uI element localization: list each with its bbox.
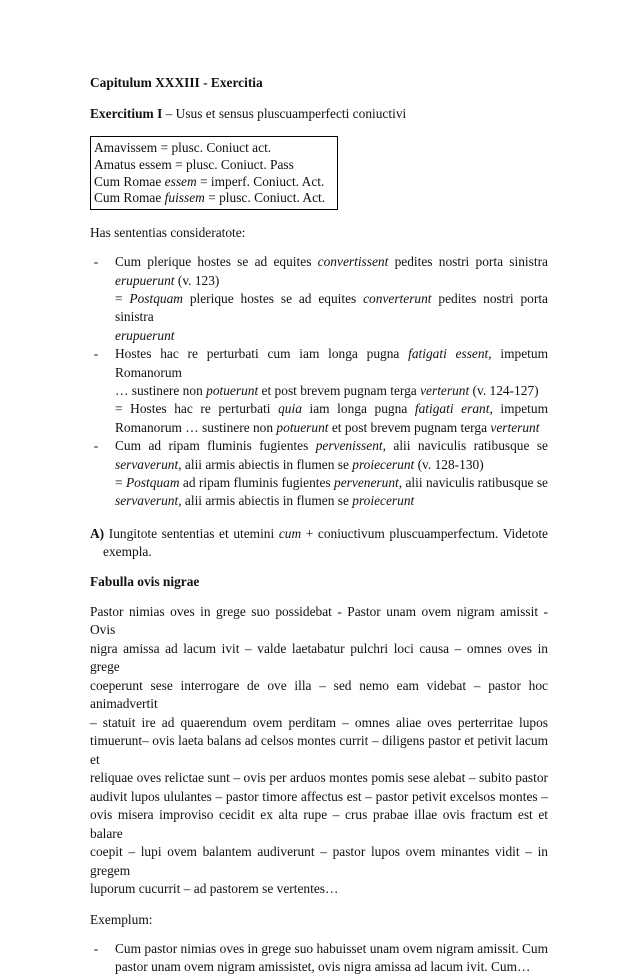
fabula-line: ovis misera improviso cecidit ex alta rupe – crus prabae illae ovis fractum est et balare <box>90 807 548 841</box>
fabula-line: – statuit ire ad quaerendum ovem perditam – omnes aliae oves perterritae lupos <box>90 714 548 730</box>
sentence-line: Cum ad ripam fluminis fugientes pervenissent, alii naviculis ratibusque se <box>115 438 548 454</box>
sentence-list <box>90 253 548 511</box>
task-line: exempla. <box>103 544 152 560</box>
grammar-text: Cum Romae <box>94 173 165 189</box>
sentence-item <box>90 437 548 511</box>
fabula-line: timuerunt– ovis laeta balans ad celsos montes currit – diligens pastor et petivit lacum et <box>90 733 548 767</box>
exercise-label: Exercitium I <box>90 106 163 121</box>
document-title: Capitulum XXXIII - Exercitia <box>90 75 263 90</box>
example-line: pastor unam ovem nigram amissistet, ovis nigra amissa ad lacum ivit. Cum… <box>115 959 531 975</box>
fabula-line: coepit – lupi ovem balantem audiverunt – pastor lupos ovem minantes vidit – in gregem <box>90 844 548 878</box>
grammar-text: Cum Romae <box>94 190 165 206</box>
fabula-line: nigra amissa ad lacum ivit – valde laetabatur pulchri loci causa – omnes oves in grege <box>90 640 548 675</box>
bullet-dash: - <box>93 438 99 454</box>
sentence-line: = Hostes hac re perturbati quia iam longa pugna fatigati erant, impetum <box>115 401 548 417</box>
sentence-line: Cum plerique hostes se ad equites convertissent pedites nostri porta sinistra <box>115 254 548 270</box>
example-line: Cum pastor nimias oves in grege suo habuisset unam ovem nigram amissit. Cum <box>115 940 548 956</box>
grammar-line <box>94 190 334 207</box>
grammar-italic: fuissem <box>164 190 205 206</box>
fabula-line: luporum cucurrit – ad pastorem se vertentes… <box>90 881 339 897</box>
grammar-text: = plusc. Coniuct. Act. <box>204 190 326 206</box>
task-line: A) Iungitote sententias et utemini cum + coniuctivum pluscuamperfectum. Videtote <box>90 525 549 541</box>
bullet-dash: - <box>93 940 99 956</box>
fabula-text <box>90 603 548 899</box>
intro-text: Has sententias consideratote: <box>90 225 246 241</box>
sentence-line: servaverunt, alii armis abiectis in flumen se proiecerunt (v. 128-130) <box>115 456 484 472</box>
sentence-line: Romanorum … sustinere non potuerunt et post brevem pugnam terga verterunt <box>115 419 540 435</box>
grammar-line <box>94 174 334 191</box>
grammar-line <box>94 140 334 157</box>
example-heading: Exemplum: <box>90 911 153 927</box>
task-label: A) <box>90 525 105 541</box>
fabula-title: Fabulla ovis nigrae <box>90 573 200 589</box>
fabula-line: audivit lupos ululantes – pastor timore affectus est – pastor petivit excelsos montes – <box>90 788 548 804</box>
sentence-line: erupuerunt <box>115 327 175 343</box>
task-instruction <box>90 525 548 562</box>
grammar-text: Amavissem = plusc. Coniuct act. <box>94 140 272 155</box>
sentence-line: = Postquam ad ripam fluminis fugientes pervenerunt, alii naviculis ratibusque se <box>115 475 548 491</box>
sentence-line: erupuerunt (v. 123) <box>115 272 220 288</box>
sentence-item <box>90 253 548 345</box>
exercise-description: – Usus et sensus pluscuamperfecti coniuctivi <box>162 106 407 121</box>
exercise-heading <box>90 105 548 123</box>
document-page <box>90 74 548 977</box>
fabula-line: Pastor nimias oves in grege suo possidebat - Pastor unam ovem nigram amissit - Ovis <box>90 603 548 638</box>
sentence-line: … sustinere non potuerunt et post brevem pugnam terga verterunt (v. 124-127) <box>115 383 539 399</box>
bullet-dash: - <box>93 346 99 362</box>
fabula-line: reliquae oves relictae sunt – ovis per arduos montes pomis sese alebat – subito pastor <box>90 770 548 786</box>
grammar-line <box>94 157 334 174</box>
grammar-text: = imperf. Coniuct. Act. <box>196 173 325 189</box>
sentence-line: Hostes hac re perturbati cum iam longa pugna fatigati essent, impetum Romanorum <box>115 346 548 380</box>
sentence-line: servaverunt, alii armis abiectis in flumen se proiecerunt <box>115 493 415 509</box>
sentence-item <box>90 345 548 437</box>
example-list <box>90 940 548 977</box>
grammar-text: Amatus essem = plusc. Coniuct. Pass <box>94 156 294 172</box>
fabula-line: coeperunt sese interrogare de ove illa – sed nemo eam videbat – pastor hoc animadvertit <box>90 677 548 712</box>
grammar-box <box>90 136 338 210</box>
sentence-line: = Postquam plerique hostes se ad equites converterunt pedites nostri porta sinistra <box>115 291 548 325</box>
grammar-italic: essem <box>164 173 197 189</box>
bullet-dash: - <box>93 254 99 270</box>
example-item <box>90 940 548 977</box>
